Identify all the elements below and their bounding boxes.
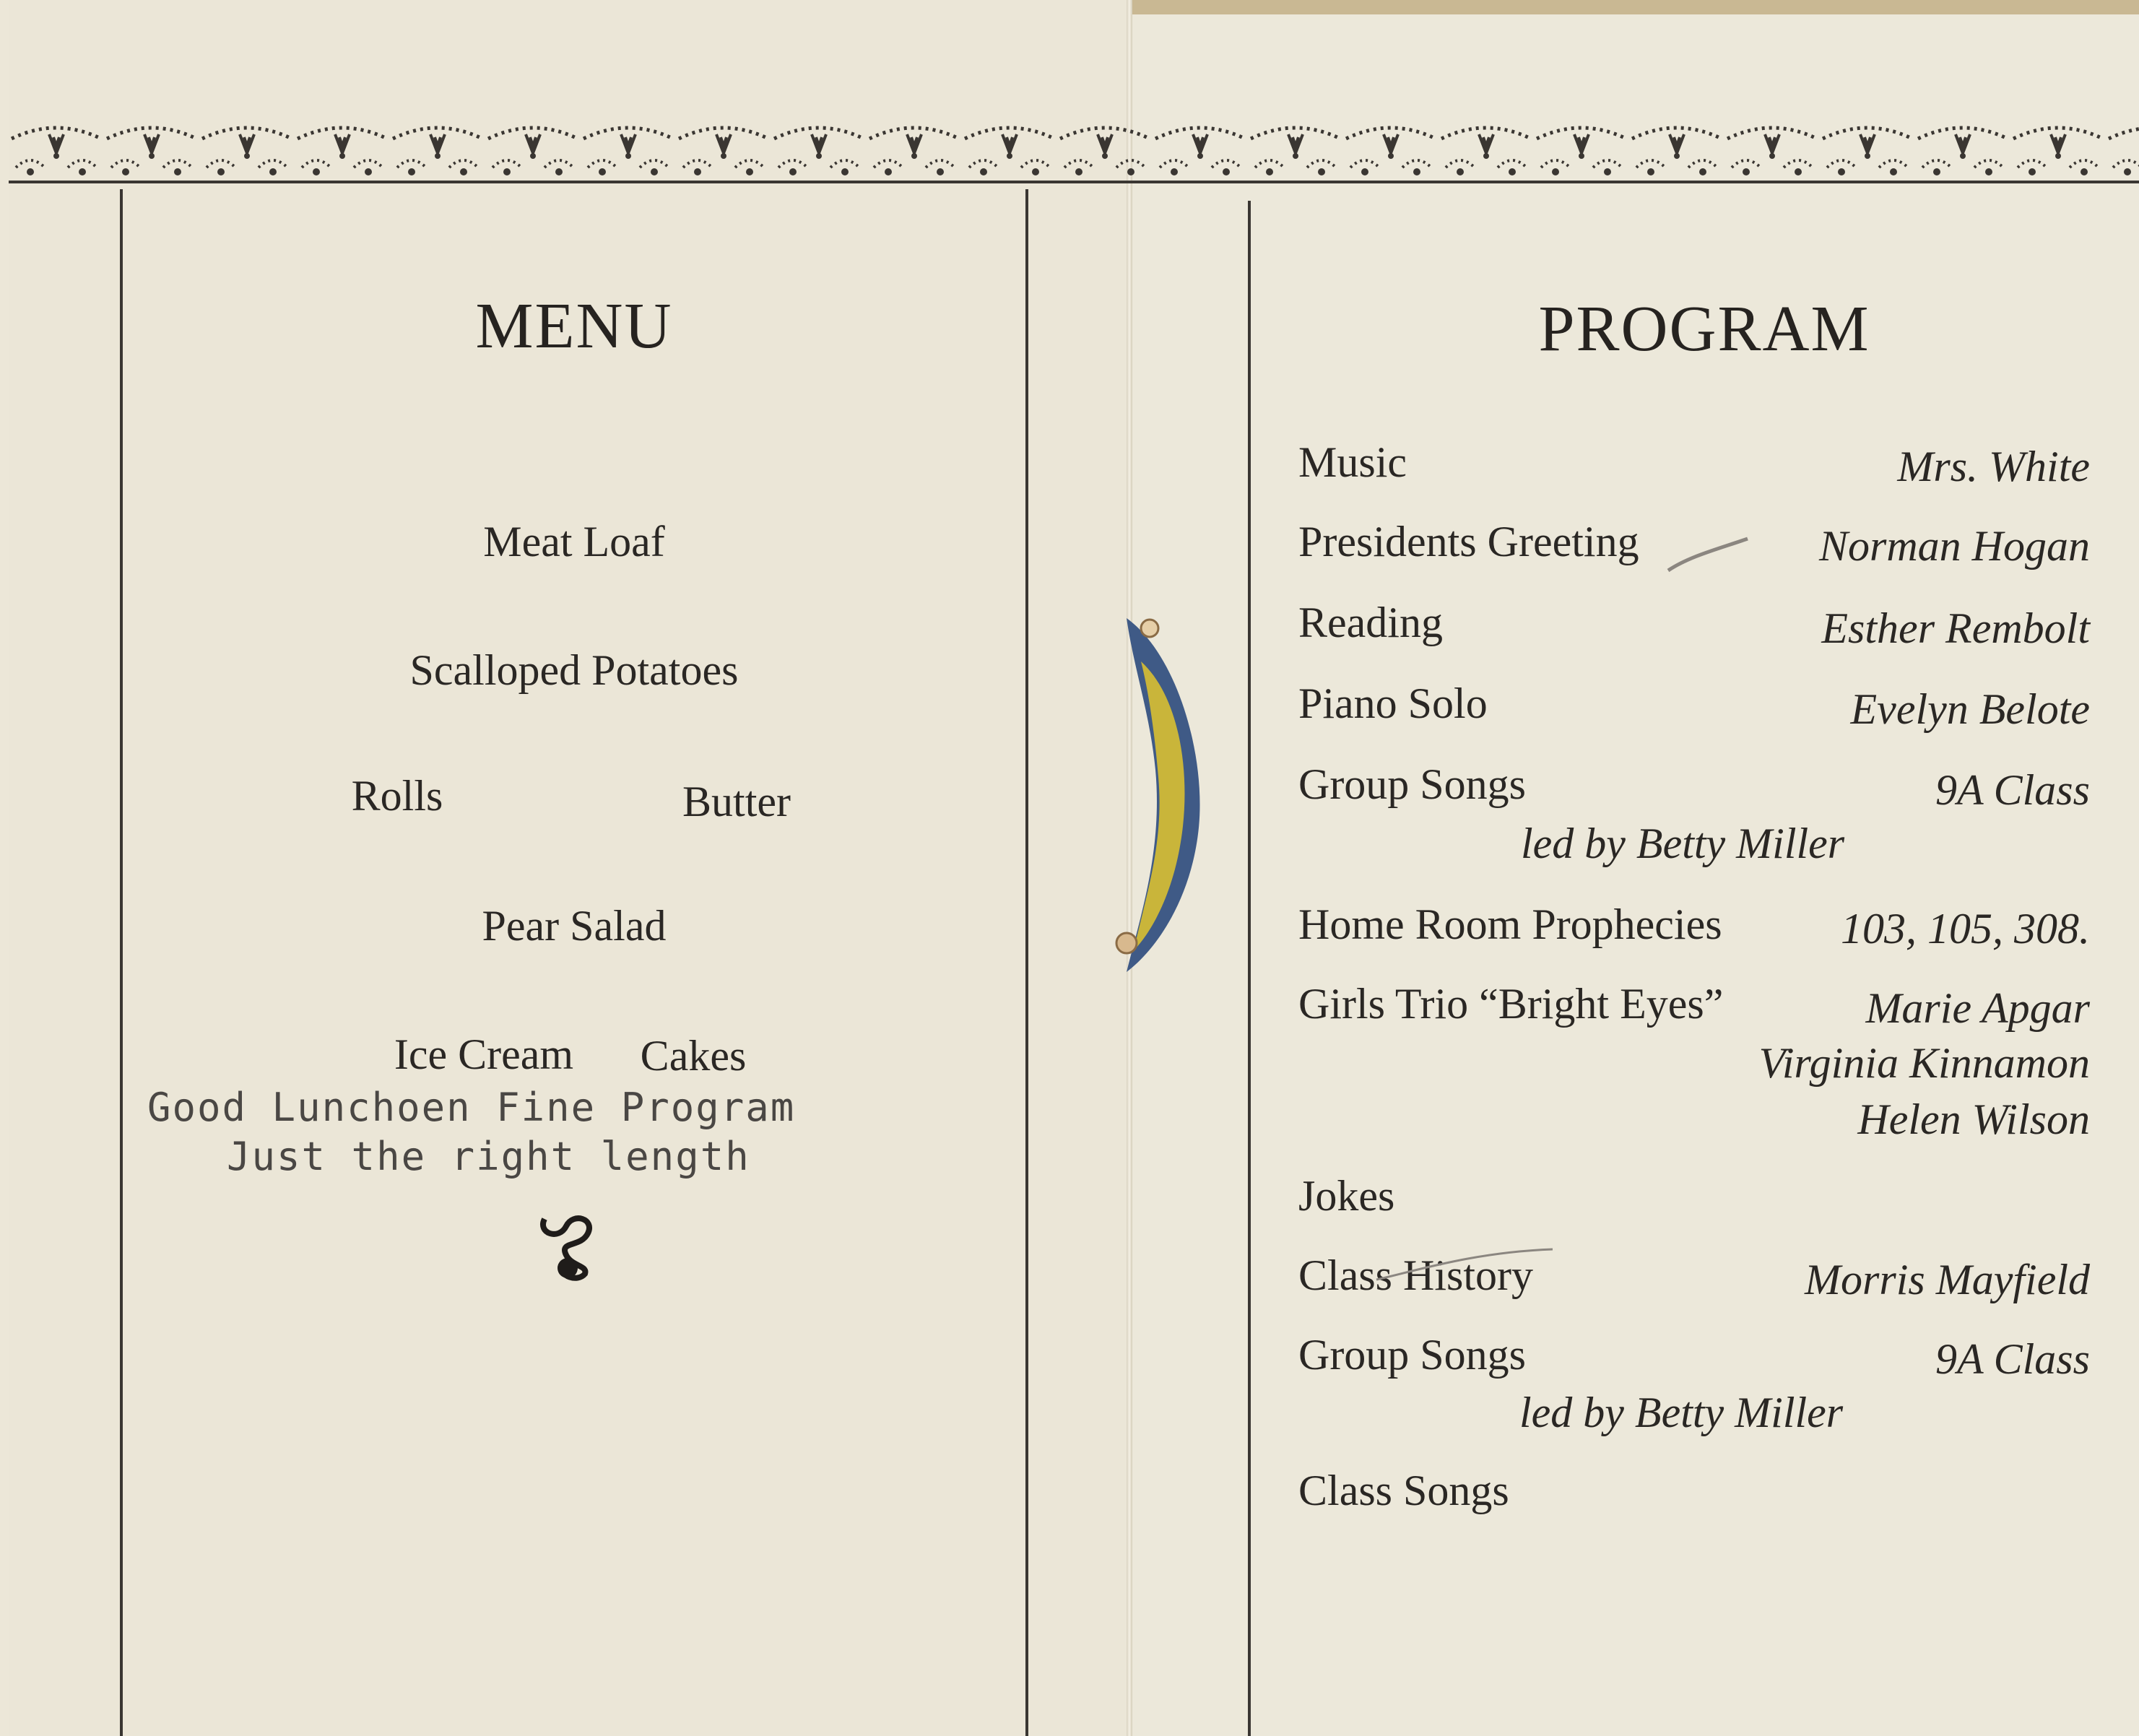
fleuron-ornament-icon — [530, 1205, 602, 1284]
typed-note-line-2: Just the right length — [227, 1134, 750, 1179]
program-performer-girls-trio-3: Helen Wilson — [1857, 1095, 2090, 1143]
program-performer-home-room-prophecies: 103, 105, 308. — [1841, 905, 2090, 952]
left-panel — [9, 0, 1129, 1736]
ribbon-tie-icon — [1112, 611, 1213, 986]
program-item-group-songs-2: Group Songs — [1298, 1331, 1527, 1379]
program-performer-reading: Esther Rembolt — [1821, 604, 2090, 652]
menu-item-rolls: Rolls — [351, 772, 443, 820]
pencil-mark — [1661, 534, 1755, 578]
program-item-home-room-prophecies: Home Room Prophecies — [1298, 900, 1722, 948]
program-item-class-history: Class History — [1298, 1251, 1534, 1299]
menu-item-pear-salad: Pear Salad — [482, 902, 667, 950]
program-item-class-songs: Class Songs — [1298, 1467, 1509, 1514]
program-item-girls-trio: Girls Trio “Bright Eyes” — [1298, 980, 1724, 1028]
program-performer-class-history: Morris Mayfield — [1805, 1256, 2090, 1303]
program-performer-girls-trio-2: Virginia Kinnamon — [1758, 1039, 2090, 1087]
program-item-reading: Reading — [1298, 599, 1443, 646]
program-item-piano-solo: Piano Solo — [1298, 680, 1488, 727]
program-item-music: Music — [1298, 438, 1407, 486]
typed-note-line-1: Good Lunchoen Fine Program — [147, 1085, 796, 1130]
menu-item-ice-cream: Ice Cream — [394, 1030, 574, 1078]
program-sub-group-songs-1: led by Betty Miller — [1521, 820, 1845, 867]
left-outer-rule — [120, 189, 123, 1736]
menu-title: MENU — [475, 290, 673, 362]
program-title: PROGRAM — [1538, 293, 1870, 365]
menu-item-scalloped-potatoes: Scalloped Potatoes — [409, 646, 739, 694]
left-inner-rule — [1025, 189, 1028, 1736]
program-performer-piano-solo: Evelyn Belote — [1850, 685, 2090, 733]
right-inner-rule — [1248, 201, 1251, 1736]
program-performer-group-songs-2: 9A Class — [1935, 1335, 2090, 1383]
menu-item-meat-loaf: Meat Loaf — [483, 518, 665, 565]
menu-item-butter: Butter — [682, 778, 791, 825]
program-item-presidents-greeting: Presidents Greeting — [1298, 518, 1639, 565]
program-item-group-songs-1: Group Songs — [1298, 760, 1527, 808]
program-performer-music: Mrs. White — [1897, 443, 2090, 490]
ornamental-border — [9, 124, 2139, 191]
program-performer-group-songs-1: 9A Class — [1935, 766, 2090, 814]
program-performer-girls-trio: Marie Apgar — [1865, 984, 2090, 1032]
top-edge — [1129, 0, 2139, 14]
program-sub-group-songs-2: led by Betty Miller — [1519, 1389, 1844, 1436]
program-performer-presidents-greeting: Norman Hogan — [1818, 522, 2090, 570]
program-item-jokes: Jokes — [1298, 1172, 1395, 1220]
pencil-mark-2 — [1372, 1242, 1560, 1285]
menu-item-cakes: Cakes — [640, 1032, 747, 1080]
